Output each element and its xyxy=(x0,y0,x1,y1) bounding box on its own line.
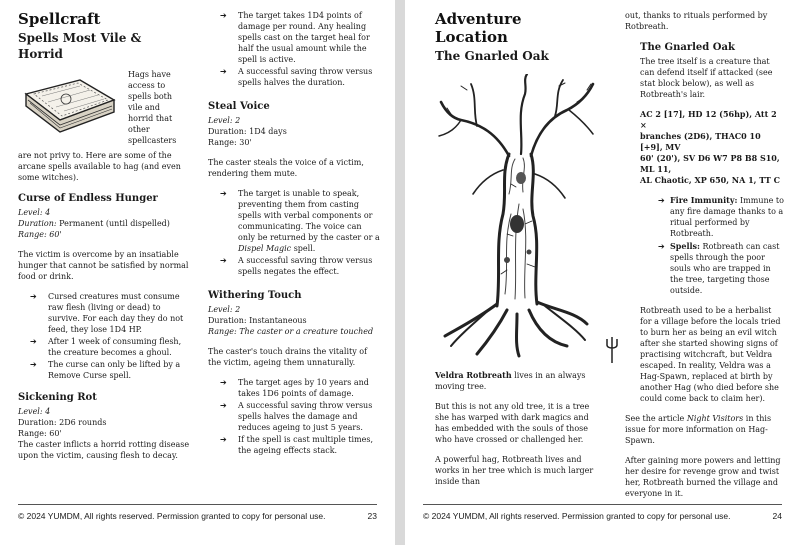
arrow-icon: ➔ xyxy=(220,256,227,265)
page-footer xyxy=(18,504,377,521)
spell-description: The caster's touch drains the vitality of the victim, ageing them unnaturally. xyxy=(208,347,368,367)
page-title: Spellcraft xyxy=(18,10,101,28)
right-column xyxy=(625,10,785,508)
arrow-icon: ➔ xyxy=(658,196,665,205)
spell-effects-list xyxy=(208,10,380,88)
location-paragraph: out, thanks to rituals performed by Rotbreath. xyxy=(625,11,768,31)
ability-list xyxy=(640,195,785,296)
right-column xyxy=(208,10,380,464)
spell-meta: Level: 2 Duration: Instantaneous Range: The caster or a creature touched xyxy=(208,305,374,336)
list-item: ➔ Cursed creatures must consume raw flesh (living or dead) to survive. For each day they do not feed, they lose 1D4 HP. xyxy=(30,292,184,334)
page-subtitle: Spells Most Vile & Horrid xyxy=(18,31,142,61)
arrow-icon: ➔ xyxy=(30,292,37,301)
spell-effects-list xyxy=(208,188,380,277)
gnarled-oak-illustration xyxy=(437,74,595,362)
location-paragraph: After gaining more powers and letting her desire for revenge grow and twist her, Rotbreath burned the village and everyone in it. xyxy=(625,456,781,498)
history-block xyxy=(625,305,785,404)
left-column xyxy=(18,10,190,461)
page-number: 23 xyxy=(367,511,377,521)
list-item: ➔ Fire Immunity: Immune to any fire damage thanks to a ritual performed by Rotbreath. xyxy=(648,195,785,239)
list-item: ➔ The target takes 1D4 points of damage per round. Any healing spells cast on the target heal for half the usual amount while the spell is active. xyxy=(220,11,370,64)
location-paragraph: But this is not any old tree, it is a tree she has warped with dark magics and has embedded with the souls of those who have crossed or challenged her. xyxy=(435,402,590,444)
spell-meta: Level: 4 Duration: 2D6 rounds Range: 60' xyxy=(18,407,107,438)
list-item: ➔ The curse can only be lifted by a Remove Curse spell. xyxy=(30,360,181,380)
list-item: ➔ A successful saving throw versus spells halves the damage and reduces ageing to just 5 years. xyxy=(220,401,373,432)
location-paragraph: Rotbreath used to be a herbalist for a village before the locals tried to burn her as being an evil witch after she started showing signs of practising witchcraft, but Veldra escaped. In reality, Veldra was a Hag-Spawn, replaced at birth by another Hag (who died before she could come back to claim her). xyxy=(640,306,781,403)
spell-description: The caster inflicts a horrid rotting disease upon the victim, causing flesh to decay. xyxy=(18,440,190,460)
list-item: ➔ The target ages by 10 years and takes 1D6 points of damage. xyxy=(220,378,369,398)
page-number: 24 xyxy=(772,511,782,521)
spell-effects-list xyxy=(208,377,380,456)
spell-meta: Level: 2 Duration: 1D4 days Range: 30' xyxy=(208,116,287,147)
list-item: ➔ The target is unable to speak, preventing them from casting spells with verbal components or communicating. The voice can only be returned by the caster or a Dispel Magic spell. xyxy=(220,189,380,253)
arrow-icon: ➔ xyxy=(220,378,227,387)
intro-wrapped-text: Hags have access to spells both vile and horrid that other spellcasters xyxy=(128,70,177,145)
intro-text: are not privy to. Here are some of the arcane spells available to hag (and even some witches). xyxy=(18,151,181,182)
creature-heading: The Gnarled Oak xyxy=(640,42,735,53)
creature-description: The tree itself is a creature that can defend itself if attacked (see stat block below), as well as Rotbreath's lair. xyxy=(640,57,773,99)
list-item: ➔ If the spell is cast multiple times, the ageing effects stack. xyxy=(220,435,374,455)
arrow-icon: ➔ xyxy=(220,401,227,410)
spell-description: The victim is overcome by an insatiable hunger that cannot be satisfied by normal food or drink. xyxy=(18,250,189,281)
location-paragraph: A powerful hag, Rotbreath lives and works in her tree which is much larger inside than xyxy=(435,455,594,486)
list-item: ➔ After 1 week of consuming flesh, the creature becomes a ghoul. xyxy=(30,337,182,357)
arrow-icon: ➔ xyxy=(30,337,37,346)
left-column xyxy=(435,10,595,496)
spellbook-illustration xyxy=(20,72,118,138)
spell-meta: Level: 4 Duration: Permanent (until dispelled) Range: 60' xyxy=(18,208,170,239)
spell-effects-list xyxy=(18,291,190,381)
arrow-icon: ➔ xyxy=(658,242,665,251)
copyright-text: © 2024 YUMDM, All rights reserved. Permission granted to copy for personal use. xyxy=(18,511,326,521)
page-footer xyxy=(423,504,782,521)
page-subtitle: The Gnarled Oak xyxy=(435,49,549,63)
arrow-icon: ➔ xyxy=(30,360,37,369)
arrow-icon: ➔ xyxy=(220,11,227,20)
page-23 xyxy=(0,0,395,545)
list-item: ➔ A successful saving throw versus spells negates the effect. xyxy=(220,256,373,276)
spell-name: Curse of Endless Hunger xyxy=(18,193,158,204)
page-24 xyxy=(405,0,800,545)
trident-icon xyxy=(605,335,619,365)
location-intro: Veldra Rotbreath lives in an always moving tree. xyxy=(435,370,586,391)
spell-description: The caster steals the voice of a victim, rendering them mute. xyxy=(208,158,364,178)
creature-stats: AC 2 [17], HD 12 (56hp), Att 2 × branches (2D6), THAC0 10 [+9], MV 60' (20'), SV D6 W7 P8 B8 S10, ML 11, AL Chaotic, XP 650, NA 1, TT C xyxy=(640,109,780,185)
spell-name: Withering Touch xyxy=(208,290,302,301)
stat-block xyxy=(625,41,785,296)
location-paragraph: See the article Night Visitors in this issue for more information on Hag-Spawn. xyxy=(625,414,772,445)
arrow-icon: ➔ xyxy=(220,435,227,444)
list-item: ➔ Spells: Rotbreath can cast spells through the poor souls who are trapped in the tree, targeting those outside. xyxy=(648,241,785,296)
copyright-text: © 2024 YUMDM, All rights reserved. Permission granted to copy for personal use. xyxy=(423,511,731,521)
page-title: Adventure Location xyxy=(435,10,522,46)
arrow-icon: ➔ xyxy=(220,189,227,198)
arrow-icon: ➔ xyxy=(220,67,227,76)
spell-name: Steal Voice xyxy=(208,101,270,112)
spell-name: Sickening Rot xyxy=(18,392,97,403)
list-item: ➔ A successful saving throw versus spells halves the duration. xyxy=(220,67,373,87)
